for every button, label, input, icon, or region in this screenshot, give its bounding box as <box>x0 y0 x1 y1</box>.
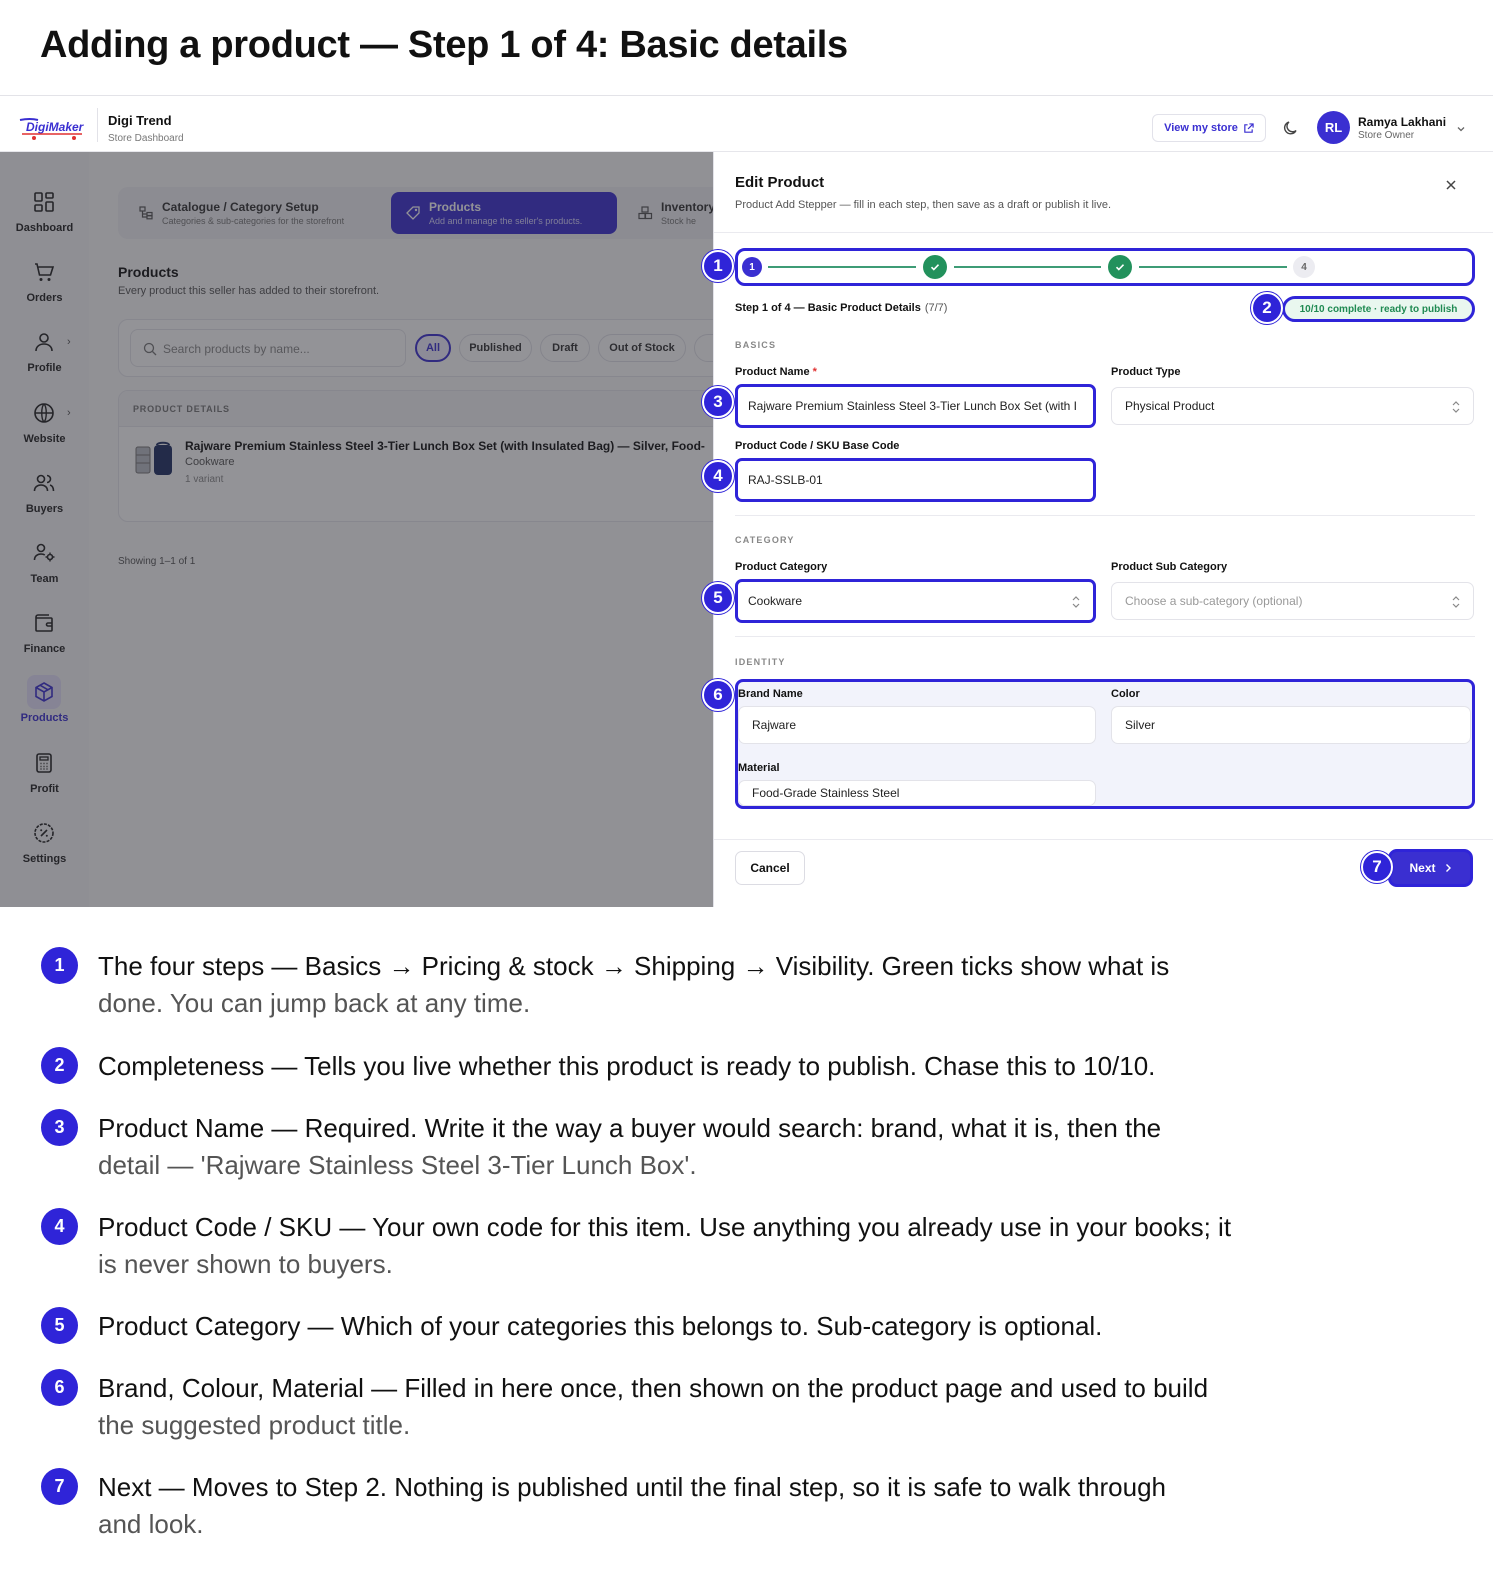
next-button[interactable] <box>1388 849 1473 887</box>
note-number-7: 7 <box>41 1468 78 1505</box>
logo-text: DigiMaker <box>26 120 84 134</box>
note-rest: done. You can jump back at any time. <box>98 988 531 1018</box>
product-name-input[interactable]: Rajware Premium Stainless Steel 3-Tier Lunch Box Set (with I <box>735 384 1096 428</box>
sku-label: Product Code / SKU Base Code <box>735 440 900 452</box>
category-label: Product Category <box>735 561 828 573</box>
note-1 <box>98 948 1388 1022</box>
required-asterisk: * <box>812 366 817 378</box>
user-name: Ramya Lakhani <box>1358 115 1447 129</box>
product-name-label <box>735 366 817 378</box>
callout-marker-6: 6 <box>702 679 734 711</box>
edit-product-drawer <box>713 152 1493 907</box>
color-input[interactable]: Silver <box>1111 706 1471 744</box>
brand-label: Brand Name <box>738 688 803 700</box>
material-label: Material <box>738 762 780 774</box>
callout-marker-5: 5 <box>702 582 734 614</box>
step-connector <box>768 266 916 268</box>
note-rest: the suggested product title. <box>98 1410 411 1440</box>
note-rest: is never shown to buyers. <box>98 1249 393 1279</box>
note-lead: Next — Moves to Step 2. Nothing is published until the final step, so it is safe to walk through <box>98 1472 1167 1502</box>
view-my-store-button[interactable] <box>1152 114 1266 142</box>
section-label-category: CATEGORY <box>735 535 795 545</box>
note-lead: Product Name — Required. Write it the way a buyer would search: brand, what it is, then the <box>98 1113 1162 1143</box>
external-link-icon <box>1243 123 1254 134</box>
chevron-up-down-icon <box>1451 595 1461 609</box>
next-label: Next <box>1409 861 1436 875</box>
callout-marker-3: 3 <box>702 386 734 418</box>
section-label-basics: BASICS <box>735 340 777 350</box>
category-value: Cookware <box>748 594 803 608</box>
color-label: Color <box>1111 688 1140 700</box>
note-rest: and look. <box>98 1509 204 1539</box>
page-heading: Adding a product — Step 1 of 4: Basic details <box>40 24 848 66</box>
step-label-text: Step 1 of 4 — Basic Product Details <box>735 302 921 314</box>
step-label <box>735 302 947 314</box>
top-bar <box>0 96 1493 152</box>
note-number-6: 6 <box>41 1369 78 1406</box>
drawer-header-divider <box>714 232 1493 233</box>
step-field-count: (7/7) <box>924 302 948 314</box>
note-3 <box>98 1110 1388 1184</box>
logo-divider <box>97 108 98 142</box>
user-role: Store Owner <box>1358 130 1415 141</box>
step-4-dot[interactable]: 4 <box>1293 256 1315 278</box>
chevron-right-icon <box>1444 863 1452 873</box>
step-3-check-icon[interactable] <box>1108 255 1132 279</box>
sku-input[interactable]: RAJ-SSLB-01 <box>735 458 1096 502</box>
subcategory-placeholder: Choose a sub-category (optional) <box>1125 594 1303 608</box>
note-rest: detail — 'Rajware Stainless Steel 3-Tier Lunch Box'. <box>98 1150 697 1180</box>
callout-marker-4: 4 <box>702 460 734 492</box>
product-type-label: Product Type <box>1111 366 1181 378</box>
store-name: Digi Trend <box>108 113 172 128</box>
section-divider <box>735 515 1475 516</box>
note-number-4: 4 <box>41 1208 78 1245</box>
note-lead: Brand, Colour, Material — Filled in here once, then shown on the product page and used to build <box>98 1373 1209 1403</box>
app-window <box>0 96 1493 907</box>
digimaker-logo[interactable] <box>18 112 88 142</box>
footer-divider <box>714 839 1493 840</box>
cancel-button[interactable]: Cancel <box>735 851 805 885</box>
product-type-value: Physical Product <box>1125 399 1215 413</box>
subcategory-label: Product Sub Category <box>1111 561 1228 573</box>
chevron-up-down-icon <box>1071 595 1081 609</box>
note-lead: Product Category — Which of your categories this belongs to. Sub-category is optional. <box>98 1311 1103 1341</box>
check-icon <box>1114 261 1126 273</box>
note-6 <box>98 1370 1388 1444</box>
note-lead: Completeness — Tells you live whether this product is ready to publish. Chase this to 10/10. <box>98 1051 1156 1081</box>
note-5 <box>98 1308 1388 1345</box>
identity-highlight <box>735 679 1475 809</box>
section-divider <box>735 636 1475 637</box>
brand-input[interactable]: Rajware <box>738 706 1096 744</box>
drawer-subtitle: Product Add Stepper — fill in each step, then save as a draft or publish it live. <box>735 199 1112 211</box>
material-input[interactable]: Food-Grade Stainless Steel <box>738 780 1096 806</box>
note-number-5: 5 <box>41 1307 78 1344</box>
view-store-label: View my store <box>1164 122 1238 134</box>
note-2 <box>98 1048 1388 1085</box>
category-select[interactable] <box>735 579 1096 623</box>
close-icon[interactable] <box>1444 178 1458 192</box>
note-4 <box>98 1209 1388 1283</box>
step-1-dot[interactable]: 1 <box>742 257 762 277</box>
product-type-select[interactable] <box>1111 387 1474 425</box>
chevron-up-down-icon <box>1451 400 1461 414</box>
step-connector <box>1139 266 1287 268</box>
drawer-title: Edit Product <box>735 174 825 191</box>
note-number-3: 3 <box>41 1109 78 1146</box>
subcategory-select[interactable] <box>1111 582 1474 620</box>
callout-marker-1: 1 <box>702 250 734 282</box>
chevron-down-icon[interactable] <box>1456 124 1466 134</box>
note-lead: The four steps — Basics → Pricing & stock → Shipping → Visibility. Green ticks show what is <box>98 951 1170 981</box>
product-name-label-text: Product Name <box>735 366 810 378</box>
note-7 <box>98 1469 1388 1543</box>
callout-marker-2: 2 <box>1251 292 1283 324</box>
modal-backdrop[interactable] <box>0 152 713 907</box>
dark-mode-moon-icon[interactable] <box>1282 119 1300 137</box>
check-icon <box>929 261 941 273</box>
note-number-2: 2 <box>41 1047 78 1084</box>
note-number-1: 1 <box>41 947 78 984</box>
completeness-badge: 10/10 complete · ready to publish <box>1282 296 1475 322</box>
avatar[interactable]: RL <box>1317 111 1350 144</box>
section-label-identity: IDENTITY <box>735 657 786 667</box>
callout-marker-7: 7 <box>1361 851 1393 883</box>
step-progress-bar <box>735 248 1475 286</box>
store-subtitle: Store Dashboard <box>108 133 184 144</box>
step-2-check-icon[interactable] <box>923 255 947 279</box>
step-connector <box>954 266 1101 268</box>
note-lead: Product Code / SKU — Your own code for this item. Use anything you already use in your books; it <box>98 1212 1232 1242</box>
